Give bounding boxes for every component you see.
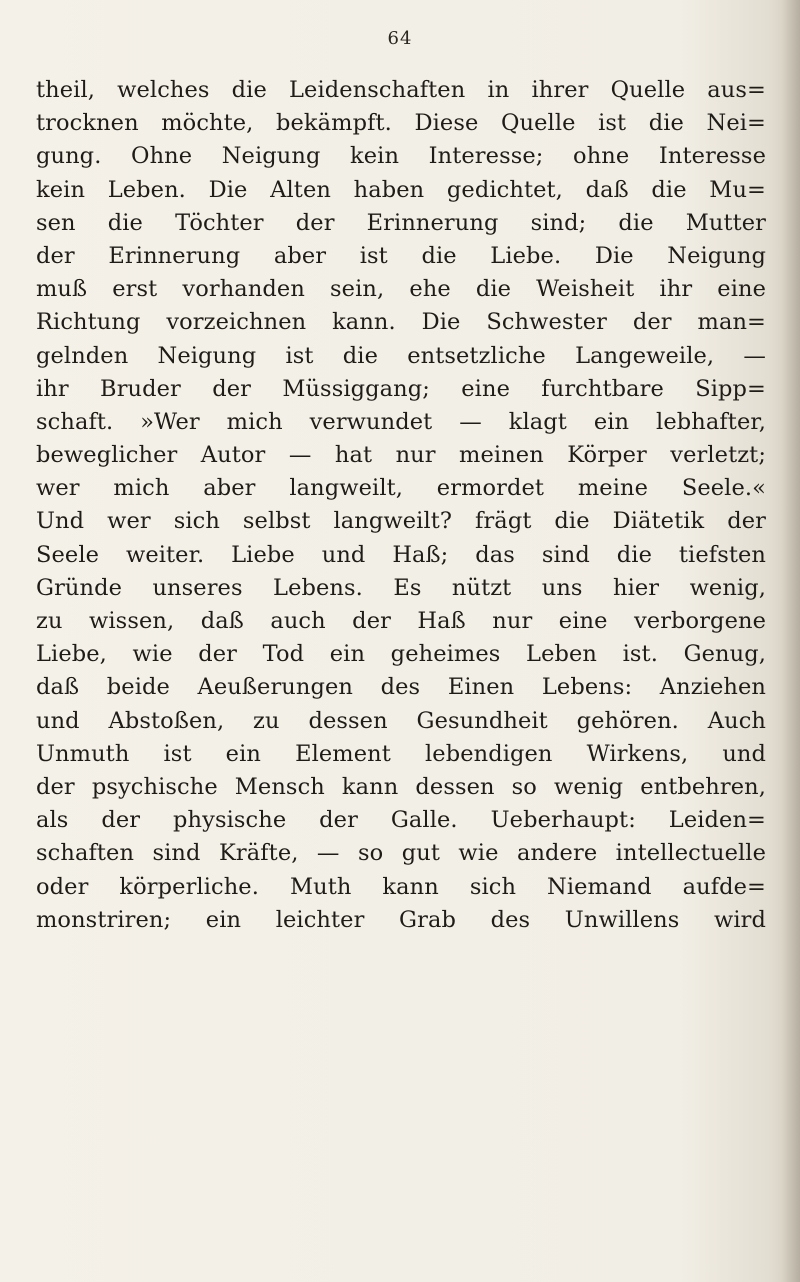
text-line: und Abstoßen, zu dessen Gesundheit gehören. Auch: [36, 707, 766, 734]
text-line: gelnden Neigung ist die entsetzliche Langeweile, —: [36, 342, 766, 369]
text-line: muß erst vorhanden sein, ehe die Weisheit ihr eine: [36, 276, 766, 303]
text-line: Gründe unseres Lebens. Es nützt uns hier wenig,: [36, 574, 766, 601]
text-line: sen die Töchter der Erinnerung sind; die Mutter: [36, 209, 766, 236]
body-text: [36, 74, 766, 937]
text-line: der Erinnerung aber ist die Liebe. Die Neigung: [36, 242, 766, 269]
text-line: kein Leben. Die Alten haben gedichtet, daß die Mu=: [36, 176, 766, 203]
text-line: gung. Ohne Neigung kein Interesse; ohne Interesse: [36, 143, 766, 170]
text-line: Unmuth ist ein Element lebendigen Wirkens, und: [36, 740, 766, 767]
text-line: Und wer sich selbst langweilt? frägt die Diätetik der: [36, 508, 766, 535]
text-line: beweglicher Autor — hat nur meinen Körper verletzt;: [36, 442, 766, 469]
text-line: Seele weiter. Liebe und Haß; das sind die tiefsten: [36, 541, 766, 568]
text-line: oder körperliche. Muth kann sich Niemand aufde=: [36, 873, 766, 900]
text-line: Richtung vorzeichnen kann. Die Schwester der man=: [36, 309, 766, 336]
text-line: wer mich aber langweilt, ermordet meine Seele.«: [36, 475, 766, 502]
text-line: monstriren; ein leichter Grab des Unwillens wird: [36, 906, 766, 933]
text-line: zu wissen, daß auch der Haß nur eine verborgene: [36, 608, 766, 634]
text-line: daß beide Aeußerungen des Einen Lebens: Anziehen: [36, 674, 766, 701]
page-edge-shadow: [782, 0, 800, 1282]
text-line: trocknen möchte, bekämpft. Diese Quelle ist die Nei=: [36, 110, 766, 137]
text-line: schaft. »Wer mich verwundet — klagt ein lebhafter,: [36, 408, 766, 435]
page-number: 64: [387, 28, 413, 49]
text-line: als der physische der Galle. Ueberhaupt: Leiden=: [36, 807, 766, 834]
text-line: der psychische Mensch kann dessen so wenig entbehren,: [36, 773, 766, 800]
text-line: Liebe, wie der Tod ein geheimes Leben ist. Genug,: [36, 641, 766, 668]
text-line: schaften sind Kräfte, — so gut wie andere intellectuelle: [36, 840, 766, 867]
text-line: ihr Bruder der Müssiggang; eine furchtbare Sipp=: [36, 375, 766, 402]
text-line: theil, welches die Leidenschaften in ihrer Quelle aus=: [36, 77, 766, 103]
